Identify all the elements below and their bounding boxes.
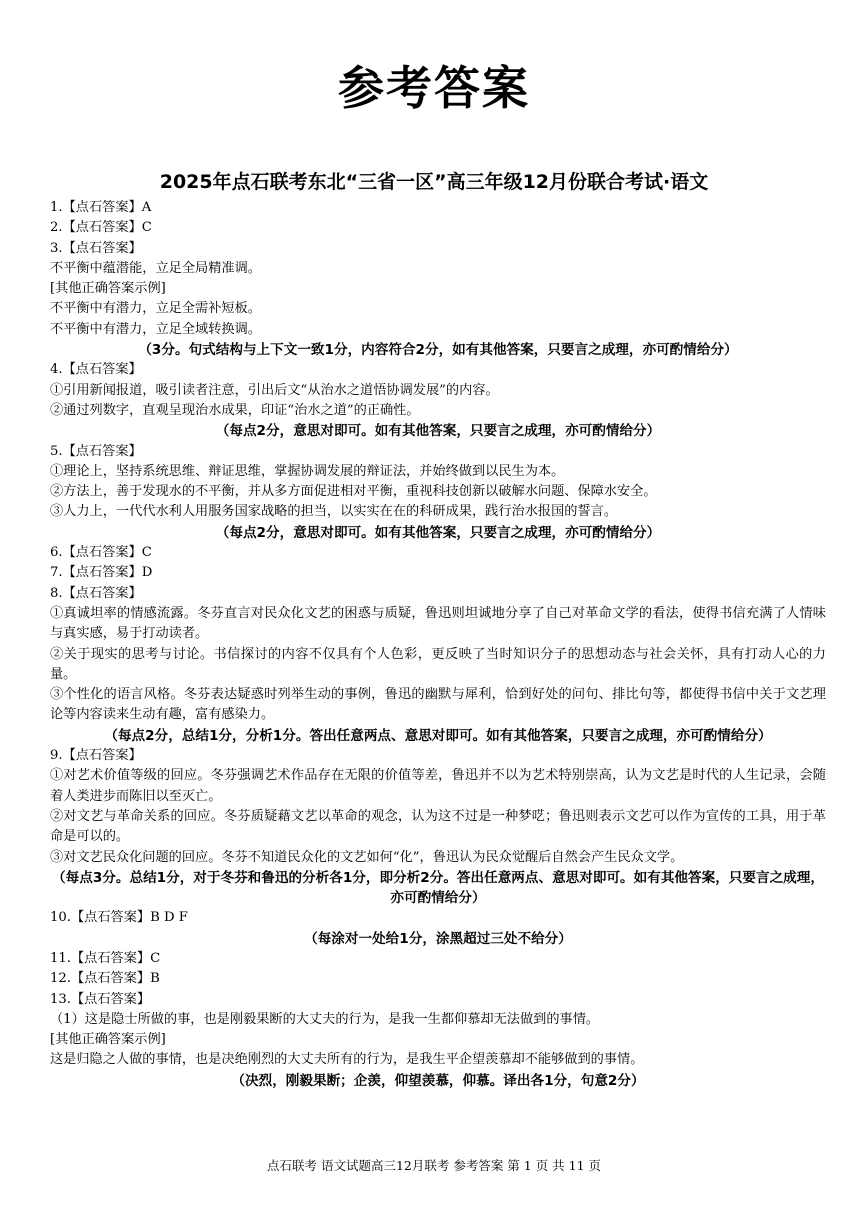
answer-q4-point1: ①引用新闻报道，吸引读者注意，引出后文“从治水之道悟协调发展”的内容。 — [50, 382, 499, 398]
answer-q3-alt1: 不平衡中有潜力，立足全需补短板。 — [50, 301, 261, 317]
scoring-note-q13: （决烈，刚毅果断；企羡，仰望羡慕，仰慕。译出各1分，句意2分） — [231, 1072, 645, 1089]
page-title: 参考答案 — [338, 61, 530, 115]
answer-q3-header: 3.【点石答案】 — [50, 240, 142, 256]
other-answer-label-q13: [其他正确答案示例] — [50, 1032, 166, 1048]
answer-q5-point2: ②方法上，善于发现水的不平衡，并从多方面促进相对平衡，重视科技创新以破解水问题、保障水安全。 — [50, 484, 657, 500]
answer-q4-point2: ②通过列数字，直观呈现治水成果，印证“治水之道”的正确性。 — [50, 402, 420, 418]
answer-q10: 10.【点石答案】B D F — [50, 910, 188, 926]
scoring-note-q5: （每点2分，意思对即可。如有其他答案，只要言之成理，亦可酌情给分） — [215, 524, 661, 541]
answer-q13-alt: 这是归隐之人做的事情，也是决绝刚烈的大丈夫所有的行为，是我生平企望羡慕却不能够做到的事情。 — [50, 1052, 644, 1068]
answer-q6: 6.【点石答案】C — [50, 545, 152, 561]
answer-q1: 1.【点石答案】A — [50, 200, 152, 215]
scoring-note-q10: （每涂对一处给1分，涂黑超过三处不给分） — [304, 930, 572, 947]
answer-q2: 2.【点石答案】C — [50, 220, 152, 236]
answer-q9-point3: ③对文艺民众化问题的回应。冬芬不知道民众化的文艺如何“化”，鲁迅认为民众觉醒后自然会产生民众文学。 — [50, 849, 684, 865]
answer-q9-point1: ①对艺术价值等级的回应。冬芬强调艺术作品存在无限的价值等差，鲁迅并不以为艺术特别崇高，认为文艺是时代的人生记录，会随着人类进步而陈旧以至灭亡。 — [50, 768, 826, 804]
answer-q5-point1: ①理论上，坚持系统思维、辩证思维，掌握协调发展的辩证法，并始终做到以民生为本。 — [50, 463, 565, 479]
answer-q4-header: 4.【点石答案】 — [50, 362, 142, 378]
answer-q13-text: （1）这是隐士所做的事，也是刚毅果断的大丈夫的行为，是我一生都仰慕却无法做到的事情。 — [50, 1011, 600, 1027]
answer-q5-header: 5.【点石答案】 — [50, 443, 142, 459]
answer-q3-text: 不平衡中蕴潜能，立足全局精准调。 — [50, 260, 261, 276]
scoring-note-q4: （每点2分，意思对即可。如有其他答案，只要言之成理，亦可酌情给分） — [215, 423, 661, 440]
answer-q12: 12.【点石答案】B — [50, 971, 160, 987]
scoring-note-q9: （每点3分。总结1分，对于冬芬和鲁迅的分析各1分，即分析2分。答出任意两点、意思对即可。如有其他答案，只要言之成理，亦可酌情给分） — [52, 869, 824, 907]
page-footer: 点石联考 语文试题高三12月联考 参考答案 第 1 页 共 11 页 — [266, 1158, 602, 1173]
answer-q8-point2: ②关于现实的思考与讨论。书信探讨的内容不仅具有个人色彩，更反映了当时知识分子的思想动态与社会关怀，具有打动人心的力量。 — [50, 646, 826, 682]
answer-q7: 7.【点石答案】D — [50, 565, 153, 581]
other-answer-label: [其他正确答案示例] — [50, 281, 166, 297]
scoring-note-q8: （每点2分，总结1分，分析1分。答出任意两点、意思对即可。如有其他答案，只要言之成理，亦可酌情给分） — [104, 727, 772, 744]
answer-q8-point3: ③个性化的语言风格。冬芬表达疑惑时列举生动的事例，鲁迅的幽默与犀利，恰到好处的问句、排比句等，都使得书信中关于文艺理论等内容读来生动有趣，富有感染力。 — [50, 687, 826, 723]
answer-q5-point3: ③人力上，一代代水利人用服务国家战略的担当，以实实在在的科研成果，践行治水报国的誓言。 — [50, 504, 618, 520]
exam-subtitle: 2025年点石联考东北“三省一区”高三年级12月份联合考试·语文 — [159, 171, 709, 193]
answer-q8-point1: ①真诚坦率的情感流露。冬芬直言对民众化文艺的困惑与质疑，鲁迅则坦诚地分享了自己对革命文学的看法，使得书信充满了人情味与真实感，易于打动读者。 — [50, 605, 826, 642]
answer-q9-point2: ②对文艺与革命关系的回应。冬芬质疑藉文艺以革命的观念，认为这不过是一种梦呓；鲁迅则表示文艺可以作为宣传的工具，用于革命是可以的。 — [50, 808, 826, 845]
answer-q8-header: 8.【点石答案】 — [50, 585, 142, 601]
answer-q11: 11.【点石答案】C — [50, 950, 161, 966]
scoring-note-q3: （3分。句式结构与上下文一致1分，内容符合2分，如有其他答案，只要言之成理，亦可酌情给分） — [138, 342, 738, 359]
answer-content — [50, 198, 826, 1091]
answer-q3-alt2: 不平衡中有潜力，立足全域转换调。 — [50, 321, 261, 337]
answer-q13-header: 13.【点石答案】 — [50, 991, 151, 1007]
answer-q9-header: 9.【点石答案】 — [50, 748, 142, 764]
